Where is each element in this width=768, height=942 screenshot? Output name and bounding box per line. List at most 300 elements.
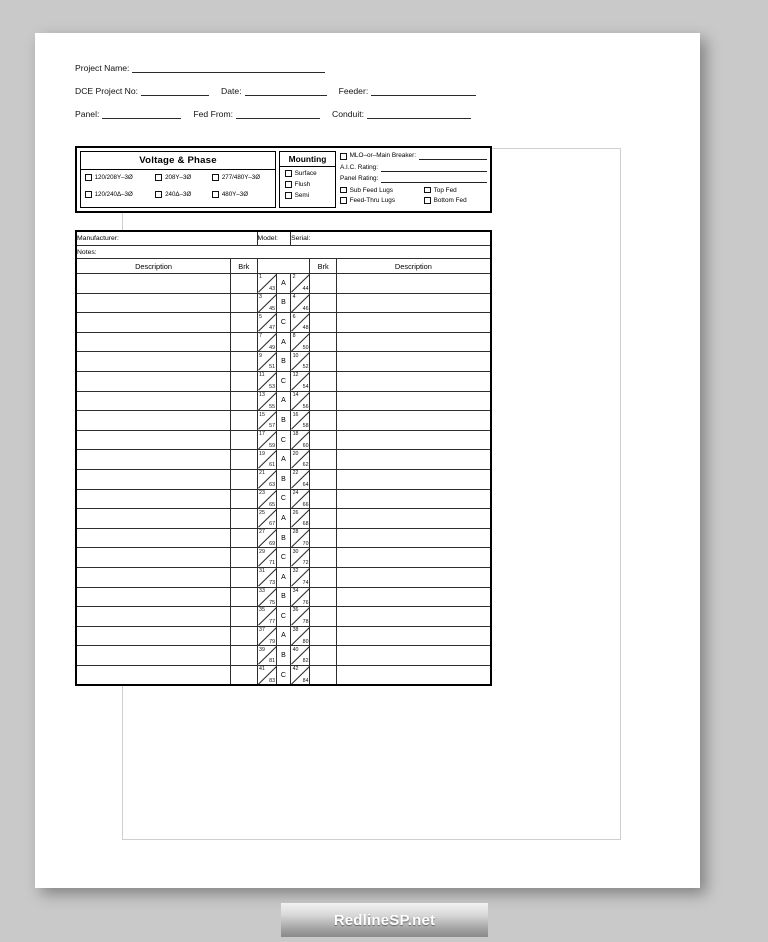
circuit-number-even-alt: 74 — [302, 579, 309, 586]
sub-feed-lugs-option[interactable] — [340, 187, 424, 194]
feeder-label: Feeder: — [338, 86, 369, 96]
checkbox-icon[interactable] — [212, 191, 219, 198]
table-row — [76, 587, 491, 607]
description-right-cell[interactable] — [336, 430, 491, 450]
table-row — [76, 313, 491, 333]
voltage-options-row-1 — [85, 174, 271, 181]
circuit-number-even: 28 — [292, 529, 299, 536]
circuit-number-odd-alt: 47 — [269, 325, 276, 332]
circuit-number-even: 16 — [292, 411, 299, 418]
checkbox-icon[interactable] — [85, 191, 92, 198]
circuit-number-even-alt: 78 — [302, 619, 309, 626]
circuit-number-left-cell — [257, 274, 276, 294]
circuit-number-odd: 39 — [259, 646, 265, 653]
description-right-cell[interactable] — [336, 411, 491, 431]
circuit-number-even: 40 — [292, 646, 299, 653]
circuit-number-right-cell — [291, 450, 310, 470]
description-right-cell[interactable] — [336, 293, 491, 313]
phase-letter-cell: A — [276, 274, 290, 294]
description-right-cell[interactable] — [336, 313, 491, 333]
circuit-number-left-cell — [257, 411, 276, 431]
description-left-cell[interactable] — [76, 411, 231, 431]
description-right-cell[interactable] — [336, 528, 491, 548]
circuit-number-left-cell — [257, 450, 276, 470]
brk-left-cell[interactable] — [231, 332, 257, 352]
brk-left-cell[interactable] — [231, 352, 257, 372]
conduit-label: Conduit: — [332, 109, 365, 119]
phase-letter-cell: B — [276, 352, 290, 372]
brk-right-cell[interactable] — [310, 332, 336, 352]
description-right-cell[interactable] — [336, 665, 491, 685]
circuit-number-even: 42 — [292, 666, 299, 673]
mounting-option-flush[interactable] — [285, 181, 335, 188]
table-row — [76, 509, 491, 529]
phase-letter-cell: A — [276, 332, 290, 352]
brk-right-cell[interactable] — [310, 626, 336, 646]
circuit-number-left-cell — [257, 646, 276, 666]
voltage-options-grid — [81, 170, 275, 205]
voltage-option-0[interactable] — [85, 174, 155, 181]
circuit-number-even-alt: 72 — [302, 560, 309, 567]
mounting-option-semi[interactable] — [285, 192, 335, 199]
mounting-options-list — [280, 167, 335, 203]
brk-right-cell[interactable] — [310, 567, 336, 587]
brk-right-cell[interactable] — [310, 391, 336, 411]
top-fed-option[interactable] — [424, 187, 457, 194]
description-left-cell[interactable] — [76, 587, 231, 607]
brk-right-cell[interactable] — [310, 665, 336, 685]
table-row — [76, 332, 491, 352]
circuit-number-left-cell — [257, 391, 276, 411]
table-row — [76, 665, 491, 685]
circuit-number-even-alt: 68 — [302, 521, 309, 528]
circuit-number-even: 30 — [292, 548, 299, 555]
manufacturer-row — [76, 231, 491, 246]
description-left-cell[interactable] — [76, 391, 231, 411]
circuit-number-odd: 11 — [259, 372, 265, 379]
mlo-main-breaker-row — [340, 152, 487, 160]
phase-letter-cell: C — [276, 489, 290, 509]
circuit-number-right-cell — [291, 528, 310, 548]
description-right-cell[interactable] — [336, 587, 491, 607]
circuit-number-odd: 5 — [259, 313, 262, 320]
circuit-number-odd-alt: 77 — [269, 619, 276, 626]
circuit-number-right-cell — [291, 626, 310, 646]
brk-left-cell[interactable] — [231, 411, 257, 431]
brk-left-cell[interactable] — [231, 548, 257, 568]
voltage-option-2[interactable] — [212, 174, 271, 181]
circuit-number-even: 32 — [292, 568, 299, 575]
description-left-cell[interactable] — [76, 607, 231, 627]
phase-letter-cell: C — [276, 371, 290, 391]
description-right-cell[interactable] — [336, 607, 491, 627]
phase-letter-cell: C — [276, 607, 290, 627]
circuit-number-odd-alt: 51 — [269, 364, 276, 371]
brk-left-cell[interactable] — [231, 509, 257, 529]
circuit-number-right-cell — [291, 274, 310, 294]
circuit-number-even-alt: 46 — [302, 305, 309, 312]
conduit-input[interactable] — [367, 109, 471, 119]
brk-left-cell[interactable] — [231, 626, 257, 646]
description-right-cell[interactable] — [336, 352, 491, 372]
circuit-number-odd: 27 — [259, 529, 265, 536]
circuit-number-even-alt: 80 — [302, 638, 309, 645]
circuit-number-even: 4 — [292, 293, 296, 300]
phase-letter-cell: A — [276, 626, 290, 646]
voltage-option-label: 208Y–3Ø — [165, 174, 192, 181]
description-right-cell[interactable] — [336, 274, 491, 294]
circuit-number-even: 24 — [292, 489, 299, 496]
description-left-cell[interactable] — [76, 450, 231, 470]
header-circuit-numbers — [257, 259, 310, 274]
circuit-number-odd-alt: 71 — [269, 560, 276, 567]
project-name-input[interactable] — [132, 63, 325, 73]
circuit-number-even: 10 — [292, 352, 299, 359]
description-left-cell[interactable] — [76, 548, 231, 568]
header-brk-right: Brk — [310, 259, 336, 274]
project-info-row — [75, 86, 500, 96]
description-left-cell[interactable] — [76, 528, 231, 548]
table-row — [76, 607, 491, 627]
description-left-cell[interactable] — [76, 665, 231, 685]
description-right-cell[interactable] — [336, 567, 491, 587]
fed-from-label: Fed From: — [193, 109, 234, 119]
brk-left-cell[interactable] — [231, 646, 257, 666]
circuit-number-even: 26 — [292, 509, 299, 516]
circuit-number-odd-alt: 67 — [269, 521, 276, 528]
mlo-main-breaker-label: MLO–or–Main Breaker: — [349, 152, 417, 159]
phase-letter-cell: B — [276, 293, 290, 313]
panel-input[interactable] — [102, 109, 181, 119]
circuit-number-odd: 9 — [259, 352, 262, 359]
circuit-number-even: 34 — [292, 587, 299, 594]
circuit-number-even-alt: 70 — [302, 540, 309, 547]
brk-right-cell[interactable] — [310, 548, 336, 568]
bottom-fed-label: Bottom Fed — [433, 197, 467, 204]
description-left-cell[interactable] — [76, 352, 231, 372]
phase-letter-cell: B — [276, 528, 290, 548]
circuit-number-odd-alt: 55 — [269, 403, 276, 410]
circuit-number-even: 2 — [292, 274, 296, 281]
circuit-number-even-alt: 64 — [302, 481, 309, 488]
brk-left-cell[interactable] — [231, 313, 257, 333]
circuit-number-odd-alt: 43 — [269, 286, 276, 292]
circuit-number-odd: 1 — [259, 274, 262, 281]
voltage-option-label: 120/240Δ–3Ø — [94, 191, 133, 198]
description-right-cell[interactable] — [336, 332, 491, 352]
panel-spec-box — [75, 146, 492, 213]
circuit-number-right-cell — [291, 352, 310, 372]
brk-right-cell[interactable] — [310, 646, 336, 666]
checkbox-icon[interactable] — [85, 174, 92, 181]
voltage-phase-title: Voltage & Phase — [81, 152, 275, 170]
checkbox-icon[interactable] — [155, 191, 162, 198]
circuit-number-even-alt: 82 — [302, 658, 309, 665]
ratings-section — [340, 151, 487, 208]
circuit-number-odd: 23 — [259, 489, 265, 496]
description-right-cell[interactable] — [336, 489, 491, 509]
circuit-number-right-cell — [291, 567, 310, 587]
circuit-number-even: 36 — [292, 607, 299, 614]
circuit-number-odd-alt: 79 — [269, 638, 276, 645]
description-left-cell[interactable] — [76, 509, 231, 529]
dce-project-no-label: DCE Project No: — [75, 86, 139, 96]
table-row — [76, 352, 491, 372]
circuit-number-odd-alt: 73 — [269, 579, 276, 586]
dce-project-no-input[interactable] — [141, 86, 209, 96]
circuit-number-right-cell — [291, 607, 310, 627]
phase-letter-cell: C — [276, 430, 290, 450]
description-left-cell[interactable] — [76, 469, 231, 489]
circuit-number-even: 20 — [292, 450, 299, 457]
brk-left-cell[interactable] — [231, 469, 257, 489]
mounting-option-surface[interactable] — [285, 170, 335, 177]
circuit-number-left-cell — [257, 430, 276, 450]
circuit-number-right-cell — [291, 430, 310, 450]
manufacturer-cell[interactable]: Manufacturer: — [76, 231, 257, 246]
circuit-number-even: 14 — [292, 391, 299, 398]
brk-left-cell[interactable] — [231, 489, 257, 509]
circuit-number-odd-alt: 59 — [269, 442, 276, 449]
mlo-main-breaker-input[interactable] — [419, 152, 487, 160]
brk-right-cell[interactable] — [310, 313, 336, 333]
phase-letter-cell: A — [276, 391, 290, 411]
header-description-right: Description — [336, 259, 491, 274]
feed-thru-lugs-option[interactable] — [340, 197, 424, 204]
phase-letter-cell: A — [276, 567, 290, 587]
brk-right-cell[interactable] — [310, 352, 336, 372]
lug-options-row-2 — [340, 197, 487, 204]
mounting-option-label: Surface — [294, 170, 317, 177]
description-left-cell[interactable] — [76, 313, 231, 333]
circuit-number-odd-alt: 81 — [269, 658, 276, 665]
checkbox-icon[interactable] — [285, 170, 292, 177]
brk-right-cell[interactable] — [310, 469, 336, 489]
circuit-number-left-cell — [257, 626, 276, 646]
table-row — [76, 391, 491, 411]
description-left-cell[interactable] — [76, 567, 231, 587]
circuit-number-even: 12 — [292, 372, 299, 379]
brk-right-cell[interactable] — [310, 450, 336, 470]
brk-right-cell[interactable] — [310, 371, 336, 391]
feed-thru-lugs-label: Feed-Thru Lugs — [349, 197, 396, 204]
description-right-cell[interactable] — [336, 371, 491, 391]
checkbox-icon[interactable] — [340, 187, 347, 194]
voltage-option-3[interactable] — [85, 191, 155, 198]
description-left-cell[interactable] — [76, 293, 231, 313]
brk-left-cell[interactable] — [231, 371, 257, 391]
brk-left-cell[interactable] — [231, 587, 257, 607]
serial-cell[interactable]: Serial: — [291, 231, 491, 246]
phase-letter-cell: B — [276, 411, 290, 431]
checkbox-icon[interactable] — [340, 153, 347, 160]
circuit-number-odd: 35 — [259, 607, 265, 614]
description-right-cell[interactable] — [336, 646, 491, 666]
phase-letter-cell: A — [276, 509, 290, 529]
paper-sheet — [35, 33, 700, 888]
circuit-number-odd: 3 — [259, 293, 262, 300]
circuit-number-odd: 21 — [259, 470, 265, 477]
table-row — [76, 548, 491, 568]
circuit-number-left-cell — [257, 548, 276, 568]
circuit-number-odd-alt: 61 — [269, 462, 276, 469]
circuit-number-odd: 17 — [259, 431, 265, 438]
circuit-number-even-alt: 48 — [302, 325, 309, 332]
circuit-number-even-alt: 66 — [302, 501, 309, 508]
circuit-number-odd-alt: 69 — [269, 540, 276, 547]
circuit-number-even-alt: 54 — [302, 383, 309, 390]
description-left-cell[interactable] — [76, 371, 231, 391]
bottom-fed-option[interactable] — [424, 197, 467, 204]
checkbox-icon[interactable] — [340, 197, 347, 204]
table-row — [76, 450, 491, 470]
description-right-cell[interactable] — [336, 469, 491, 489]
description-right-cell[interactable] — [336, 450, 491, 470]
circuit-number-even: 38 — [292, 627, 299, 634]
panel-schedule-table — [75, 230, 492, 686]
voltage-option-4[interactable] — [155, 191, 212, 198]
panel-schedule-body — [76, 231, 491, 685]
circuit-number-right-cell — [291, 293, 310, 313]
brk-right-cell[interactable] — [310, 489, 336, 509]
circuit-number-odd-alt: 63 — [269, 481, 276, 488]
voltage-phase-section — [80, 151, 276, 208]
description-right-cell[interactable] — [336, 509, 491, 529]
checkbox-icon[interactable] — [285, 192, 292, 199]
brk-right-cell[interactable] — [310, 587, 336, 607]
circuit-number-right-cell — [291, 313, 310, 333]
circuit-number-even-alt: 52 — [302, 364, 309, 371]
panel-schedule-table-wrap — [75, 230, 492, 686]
circuit-number-right-cell — [291, 411, 310, 431]
brk-left-cell[interactable] — [231, 607, 257, 627]
circuit-number-odd: 25 — [259, 509, 265, 516]
circuit-number-even-alt: 60 — [302, 442, 309, 449]
table-row — [76, 528, 491, 548]
circuit-number-odd-alt: 57 — [269, 423, 276, 430]
brk-right-cell[interactable] — [310, 528, 336, 548]
brk-right-cell[interactable] — [310, 293, 336, 313]
feeder-input[interactable] — [371, 86, 476, 96]
circuit-number-left-cell — [257, 313, 276, 333]
date-input[interactable] — [245, 86, 327, 96]
description-left-cell[interactable] — [76, 274, 231, 294]
circuit-number-odd-alt: 53 — [269, 383, 276, 390]
panel-info-row — [75, 109, 500, 119]
checkbox-icon[interactable] — [155, 174, 162, 181]
brk-left-cell[interactable] — [231, 528, 257, 548]
header-brk-left: Brk — [231, 259, 257, 274]
mounting-title: Mounting — [280, 152, 335, 167]
brk-right-cell[interactable] — [310, 274, 336, 294]
brk-right-cell[interactable] — [310, 411, 336, 431]
description-left-cell[interactable] — [76, 332, 231, 352]
description-right-cell[interactable] — [336, 626, 491, 646]
brk-left-cell[interactable] — [231, 274, 257, 294]
brk-right-cell[interactable] — [310, 430, 336, 450]
circuit-number-odd: 41 — [259, 666, 265, 673]
brk-right-cell[interactable] — [310, 607, 336, 627]
description-left-cell[interactable] — [76, 646, 231, 666]
circuit-number-even-alt: 44 — [302, 286, 309, 292]
circuit-number-left-cell — [257, 469, 276, 489]
brk-left-cell[interactable] — [231, 391, 257, 411]
fed-from-input[interactable] — [236, 109, 320, 119]
circuit-number-right-cell — [291, 646, 310, 666]
table-row — [76, 489, 491, 509]
circuit-number-odd-alt: 83 — [269, 677, 276, 684]
circuit-number-odd: 33 — [259, 587, 265, 594]
circuit-number-right-cell — [291, 587, 310, 607]
circuit-number-left-cell — [257, 352, 276, 372]
mounting-option-label: Semi — [294, 192, 310, 199]
phase-letter-cell: C — [276, 665, 290, 685]
circuit-number-left-cell — [257, 489, 276, 509]
aic-rating-label: A.I.C. Rating: — [340, 163, 379, 171]
description-left-cell[interactable] — [76, 489, 231, 509]
circuit-number-odd-alt: 45 — [269, 305, 276, 312]
notes-cell[interactable]: Notes: — [76, 246, 491, 259]
top-fed-label: Top Fed — [433, 186, 457, 194]
voltage-option-1[interactable] — [155, 174, 212, 181]
brk-left-cell[interactable] — [231, 567, 257, 587]
brk-left-cell[interactable] — [231, 665, 257, 685]
circuit-number-left-cell — [257, 587, 276, 607]
mounting-option-label: Flush — [294, 181, 311, 188]
table-row — [76, 567, 491, 587]
voltage-option-label: 240Δ–3Ø — [165, 191, 192, 198]
lug-options-row-1 — [340, 187, 487, 194]
panel-rating-input[interactable] — [381, 175, 487, 183]
circuit-number-right-cell — [291, 391, 310, 411]
phase-letter-cell: C — [276, 313, 290, 333]
voltage-option-label: 277/480Y–3Ø — [221, 174, 261, 181]
description-right-cell[interactable] — [336, 391, 491, 411]
checkbox-icon[interactable] — [424, 197, 431, 204]
circuit-number-odd-alt: 75 — [269, 599, 276, 606]
circuit-number-odd: 37 — [259, 627, 265, 634]
circuit-number-even: 18 — [292, 431, 299, 438]
project-name-label: Project Name: — [75, 63, 130, 73]
notes-row — [76, 246, 491, 259]
brk-right-cell[interactable] — [310, 509, 336, 529]
panel-rating-row — [340, 175, 487, 183]
circuit-number-left-cell — [257, 293, 276, 313]
aic-rating-row — [340, 164, 487, 172]
circuit-number-right-cell — [291, 489, 310, 509]
checkbox-icon[interactable] — [212, 174, 219, 181]
brk-left-cell[interactable] — [231, 430, 257, 450]
table-row — [76, 371, 491, 391]
voltage-option-5[interactable] — [212, 191, 271, 198]
description-left-cell[interactable] — [76, 626, 231, 646]
phase-letter-cell: B — [276, 587, 290, 607]
circuit-number-left-cell — [257, 332, 276, 352]
checkbox-icon[interactable] — [424, 187, 431, 194]
circuit-number-left-cell — [257, 567, 276, 587]
phase-letter-cell: B — [276, 469, 290, 489]
model-cell[interactable]: Model: — [257, 231, 291, 246]
circuit-number-right-cell — [291, 332, 310, 352]
description-left-cell[interactable] — [76, 430, 231, 450]
checkbox-icon[interactable] — [285, 181, 292, 188]
aic-rating-input[interactable] — [381, 164, 487, 172]
circuit-number-left-cell — [257, 371, 276, 391]
brk-left-cell[interactable] — [231, 450, 257, 470]
phase-letter-cell: C — [276, 548, 290, 568]
brk-left-cell[interactable] — [231, 293, 257, 313]
description-right-cell[interactable] — [336, 548, 491, 568]
